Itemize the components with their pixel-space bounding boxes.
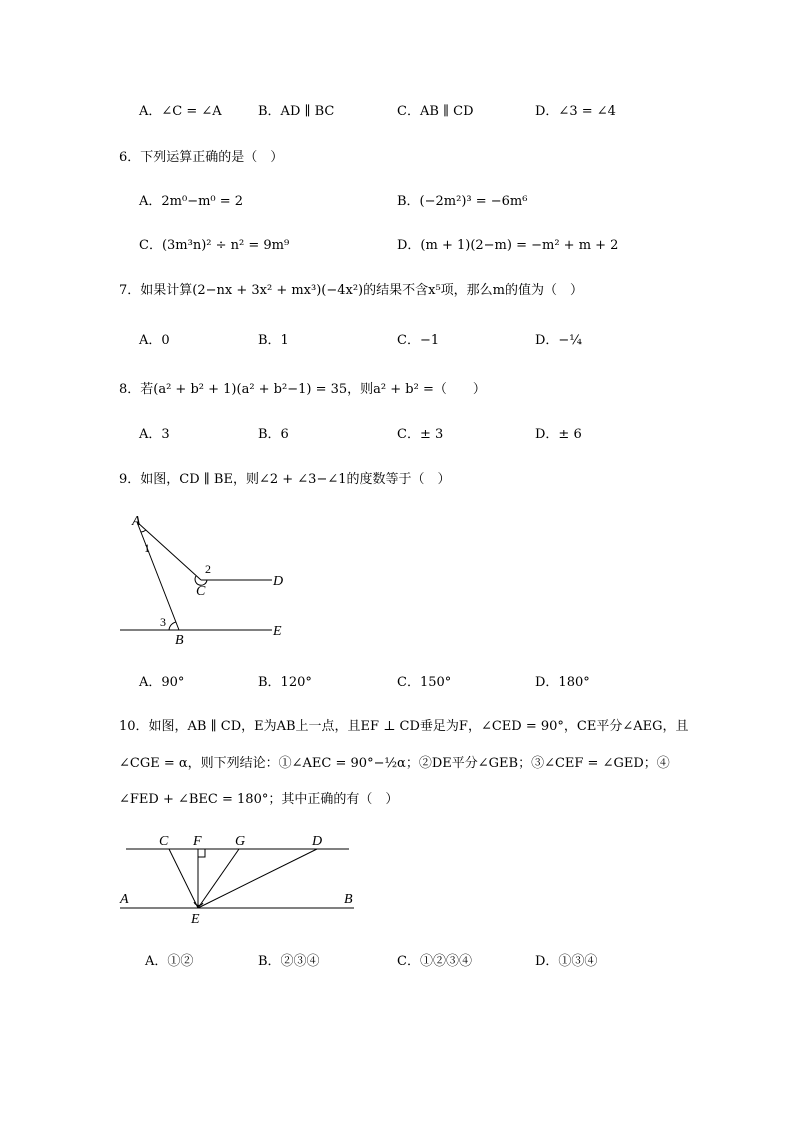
q10-stem-line1: 10．如图，AB ∥ CD，E为AB上一点，且EF ⊥ CD垂足为F，∠CED = 90°，CE平分∠AEG，且 — [119, 719, 689, 734]
q10-label-g: G — [235, 834, 246, 849]
q5-option-c: C．AB ∥ CD — [397, 104, 474, 119]
q8-option-d: D．± 6 — [535, 427, 582, 442]
q9-line-ab — [137, 522, 179, 630]
q5-option-a: A．∠C = ∠A — [139, 104, 222, 119]
q8-stem: 8．若(a² + b² + 1)(a² + b²−1) = 35，则a² + b² =（ ） — [119, 382, 486, 397]
q9-option-b: B．120° — [258, 675, 312, 690]
q8-option-b: B．6 — [258, 427, 289, 442]
q9-label-c: C — [196, 584, 206, 599]
q10-option-d: D．①③④ — [535, 954, 598, 969]
q10-label-a: A — [120, 892, 129, 907]
q10-right-angle-mark — [198, 849, 205, 857]
q7-option-b: B．1 — [258, 333, 289, 348]
q9-label-b: B — [175, 633, 184, 648]
q10-label-d: D — [312, 834, 323, 849]
q6-stem: 6．下列运算正确的是（ ） — [119, 150, 284, 165]
q7-stem: 7．如果计算(2−nx + 3x² + mx³)(−4x²)的结果不含x⁵项，那么m的值为（ ） — [119, 283, 584, 298]
q9-option-c: C．150° — [397, 675, 452, 690]
q9-option-a: A．90° — [139, 675, 185, 690]
q6-option-a: A．2m⁰−m⁰ = 2 — [139, 194, 244, 209]
q9-angle-1-arc — [141, 530, 146, 532]
q10-option-c: C．①②③④ — [397, 954, 472, 969]
q5-option-d: D．∠3 = ∠4 — [535, 104, 616, 119]
q10-label-b: B — [344, 892, 353, 907]
q9-figure — [110, 510, 300, 650]
q9-stem: 9．如图，CD ∥ BE，则∠2 + ∠3−∠1的度数等于（ ） — [119, 472, 451, 487]
q10-line-ec — [169, 849, 198, 908]
q10-line-eg — [198, 849, 239, 908]
q8-option-c: C．± 3 — [397, 427, 444, 442]
q10-figure — [110, 825, 370, 935]
q7-option-c: C．−1 — [397, 333, 440, 348]
q9-label-a: A — [132, 514, 141, 529]
q10-label-e: E — [191, 912, 200, 927]
q10-line-ed — [198, 849, 317, 908]
q10-stem-line3: ∠FED + ∠BEC = 180°；其中正确的有（ ） — [119, 792, 399, 807]
q10-option-a: A．①② — [145, 954, 194, 969]
q6-option-c: C．(3m³n)² ÷ n² = 9m⁹ — [139, 238, 290, 253]
q10-option-b: B．②③④ — [258, 954, 320, 969]
q7-option-a: A．0 — [139, 333, 170, 348]
q9-label-d: D — [273, 574, 284, 589]
q9-option-d: D．180° — [535, 675, 590, 690]
q10-label-f: F — [193, 834, 202, 849]
q9-angle-3-arc — [169, 622, 176, 630]
q6-option-d: D．(m + 1)(2−m) = −m² + m + 2 — [397, 238, 619, 253]
q9-label-2: 2 — [205, 562, 211, 576]
q7-option-d: D．−¼ — [535, 333, 582, 348]
q8-option-a: A．3 — [139, 427, 170, 442]
q9-label-3: 3 — [160, 615, 166, 629]
q10-label-c: C — [159, 834, 169, 849]
q9-label-e: E — [273, 624, 282, 639]
q5-option-b: B．AD ∥ BC — [258, 104, 335, 119]
q10-stem-line2: ∠CGE = α，则下列结论：①∠AEC = 90°−½α；②DE平分∠GEB；③∠CEF = ∠GED；④ — [119, 756, 670, 771]
q6-option-b: B．(−2m²)³ = −6m⁶ — [397, 194, 528, 209]
q9-label-1: 1 — [144, 541, 150, 555]
